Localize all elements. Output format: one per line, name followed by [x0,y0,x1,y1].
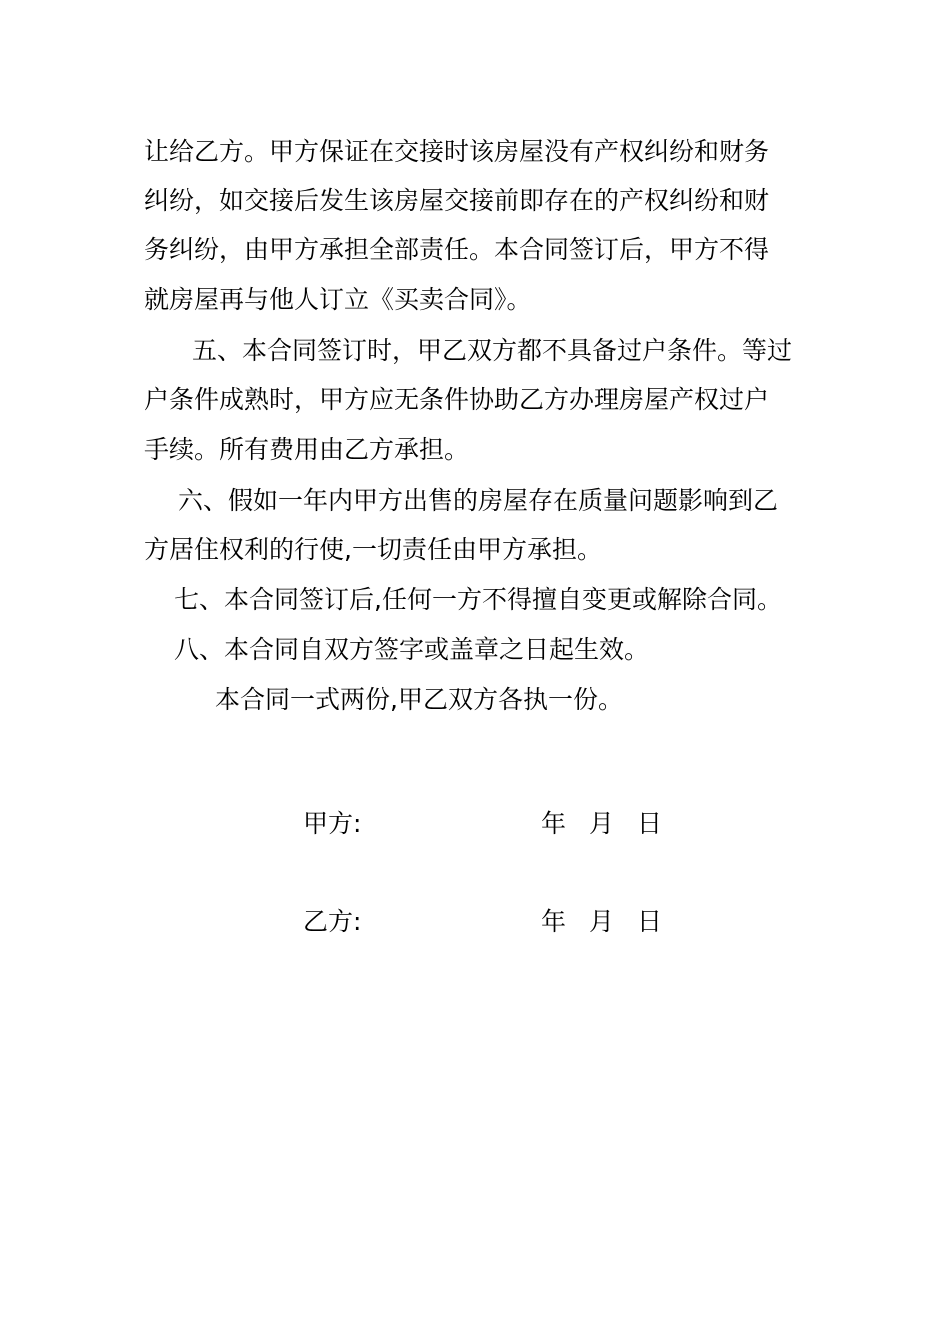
party-a-month: 月 [589,809,615,838]
party-b-month: 月 [589,907,615,936]
clause-5-line-2: 户条件成熟时，甲方应无条件协助乙方办理房屋产权过户 [144,385,770,414]
clause-8: 八、本合同自双方签字或盖章之日起生效。 [174,635,650,664]
party-a-day: 日 [637,809,663,838]
clause-6-line-1: 六、假如一年内甲方出售的房屋存在质量问题影响到乙 [178,486,779,515]
party-b-year: 年 [541,907,567,936]
clause-5-line-3: 手续。所有费用由乙方承担。 [144,435,470,464]
clause-6-line-2: 方居住权利的行使,一切责任由甲方承担。 [144,535,602,564]
paragraph-4-line-1: 让给乙方。甲方保证在交接时该房屋没有产权纠纷和财务 [144,137,770,166]
party-b-day: 日 [637,907,663,936]
paragraph-4-line-4: 就房屋再与他人订立《买卖合同》。 [144,285,532,314]
clause-7: 七、本合同签订后,任何一方不得擅自变更或解除合同。 [174,585,782,614]
copies-statement: 本合同一式两份,甲乙双方各执一份。 [215,685,623,714]
clause-5-line-1: 五、本合同签订时，甲乙双方都不具备过户条件。等过 [192,336,793,365]
party-a-label: 甲方: [303,809,362,838]
paragraph-4-line-2: 纠纷，如交接后发生该房屋交接前即存在的产权纠纷和财 [144,186,770,215]
paragraph-4-line-3: 务纠纷，由甲方承担全部责任。本合同签订后，甲方不得 [144,235,770,264]
party-a-year: 年 [541,809,567,838]
party-b-label: 乙方: [303,907,362,936]
